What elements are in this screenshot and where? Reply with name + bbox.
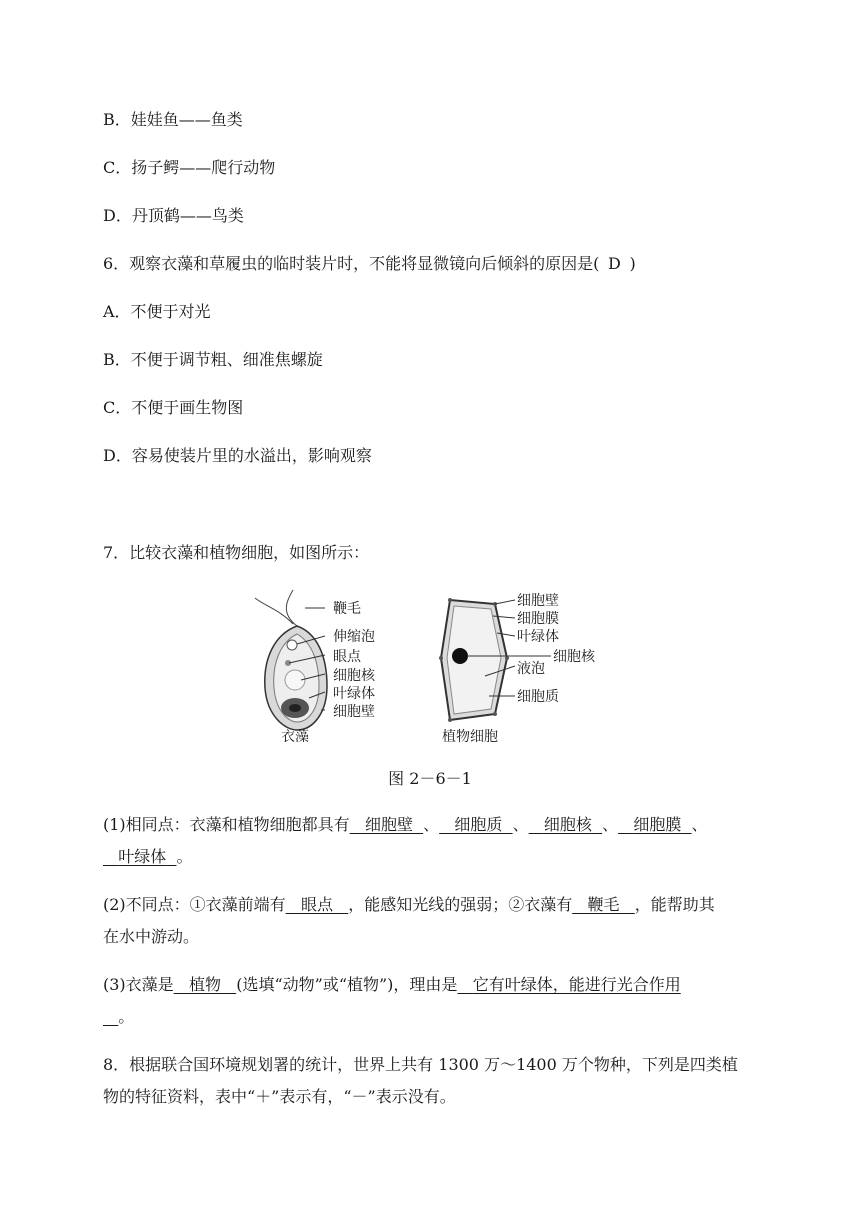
q6-option-a: A．不便于对光 <box>103 302 211 321</box>
figure-drawing <box>245 588 615 748</box>
answer-eyespot: 眼点 <box>300 895 333 914</box>
figure-caption: 图 2－6－1 <box>388 769 472 788</box>
label-chlamydomonas: 衣藻 <box>281 729 309 745</box>
q6-option-b: B．不便于调节粗、细准焦螺旋 <box>103 350 323 369</box>
label-nucleus-left: 细胞核 <box>333 668 375 684</box>
answer-blank-2: 细胞质 <box>454 815 503 834</box>
q5-option-b: B．娃娃鱼——鱼类 <box>103 110 243 129</box>
q8-line1: 8．根据联合国环境规划署的统计，世界上共有 1300 万～1400 万个物种，下列是四类植 <box>103 1055 738 1074</box>
label-eyespot: 眼点 <box>333 649 361 665</box>
cell-comparison-figure <box>245 588 615 748</box>
label-cytoplasm: 细胞质 <box>517 689 559 705</box>
answer-blank-3: 细胞核 <box>543 815 592 834</box>
q7-part3: (3)衣藻是 植物 (选填“动物”或“植物”)，理由是 它有叶绿体，能进行光合作用 <box>103 975 681 994</box>
label-chloroplast-right: 叶绿体 <box>517 629 559 645</box>
answer-plant: 植物 <box>188 975 221 994</box>
q7-part2: (2)不同点：①衣藻前端有 眼点 ，能感知光线的强弱；②衣藻有 鞭毛 ，能帮助其 <box>103 895 715 914</box>
chlamydomonas-drawing <box>255 590 327 730</box>
q6-answer: D <box>608 254 621 273</box>
answer-blank-5: 叶绿体 <box>118 847 167 866</box>
q6-option-d: D．容易使装片里的水溢出，影响观察 <box>103 446 372 465</box>
label-plant-cell: 植物细胞 <box>442 729 498 745</box>
label-cell-wall-left: 细胞壁 <box>333 704 375 720</box>
q7-part1-cont: 叶绿体 。 <box>103 846 192 868</box>
label-cell-membrane: 细胞膜 <box>517 611 559 627</box>
label-nucleus-right: 细胞核 <box>553 649 595 665</box>
label-cell-wall-right: 细胞壁 <box>517 593 559 609</box>
q7-part3-cont: 。 <box>118 1007 135 1026</box>
answer-flagellum: 鞭毛 <box>587 895 620 914</box>
label-flagellum: 鞭毛 <box>333 601 361 617</box>
answer-blank-1: 细胞壁 <box>364 815 413 834</box>
label-chloroplast-left: 叶绿体 <box>333 686 375 702</box>
q7-stem: 7．比较衣藻和植物细胞，如图所示： <box>103 543 370 562</box>
label-vacuole: 液泡 <box>517 661 545 677</box>
answer-blank-4: 细胞膜 <box>633 815 682 834</box>
q8-line2: 物的特征资料，表中“＋”表示有，“－”表示没有。 <box>103 1087 456 1106</box>
q6-stem: 6．观察衣藻和草履虫的临时装片时，不能将显微镜向后倾斜的原因是( D ) <box>103 254 636 273</box>
answer-reason: 它有叶绿体，能进行光合作用 <box>472 975 681 994</box>
q7-part1: (1)相同点：衣藻和植物细胞都具有 细胞壁 、 细胞质 、 细胞核 、 细胞膜 、 <box>103 815 708 834</box>
q7-part2-cont: 在水中游动。 <box>103 927 200 946</box>
q6-option-c: C．不便于画生物图 <box>103 398 244 417</box>
label-contractile-vacuole: 伸缩泡 <box>333 629 375 645</box>
q5-option-d: D．丹顶鹤——鸟类 <box>103 206 244 225</box>
q5-option-c: C．扬子鳄——爬行动物 <box>103 158 276 177</box>
